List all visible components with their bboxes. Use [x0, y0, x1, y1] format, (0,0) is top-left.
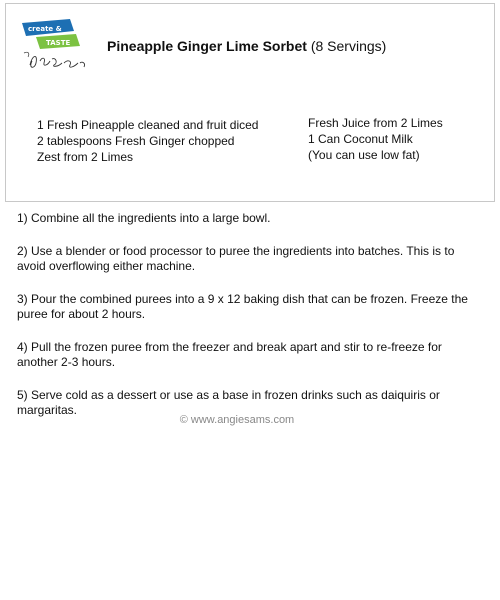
servings: (8 Servings) [310, 38, 387, 54]
recipe-title [107, 38, 386, 54]
ingredient: Fresh Juice from 2 Limes [308, 116, 443, 130]
step: 2) Use a blender or food processor to puree the ingredients into batches. This is to avoid overflowing either machine. [17, 244, 455, 273]
step: 5) Serve cold as a dessert or use as a base in frozen drinks such as daiquiris or margaritas. [17, 388, 440, 417]
logo-line2: TASTE [46, 39, 71, 47]
ingredient: (You can use low fat) [308, 148, 420, 162]
ingredient: 2 tablespoons Fresh Ginger chopped [37, 134, 235, 148]
ingredients-right [308, 115, 443, 163]
instructions [17, 211, 485, 436]
signature-icon [24, 52, 85, 67]
ingredients-left [37, 117, 258, 165]
recipe-name: Pineapple Ginger Lime Sorbet [107, 38, 307, 54]
step: 3) Pour the combined purees into a 9 x 12 baking dish that can be frozen. Freeze the puree for about 2 hours. [17, 292, 468, 321]
recipe-header-card [5, 3, 495, 202]
logo-line1: create & [28, 25, 62, 33]
step: 4) Pull the frozen puree from the freezer and break apart and stir to re-freeze for another 2-3 hours. [17, 340, 442, 369]
ingredient: 1 Fresh Pineapple cleaned and fruit diced [37, 118, 259, 132]
create-and-taste-logo [18, 17, 98, 77]
ingredient: Zest from 2 Limes [37, 150, 134, 164]
ingredient: 1 Can Coconut Milk [308, 132, 413, 146]
copyright-notice: © www.angiesams.com [179, 414, 295, 426]
step: 1) Combine all the ingredients into a large bowl. [17, 211, 271, 225]
